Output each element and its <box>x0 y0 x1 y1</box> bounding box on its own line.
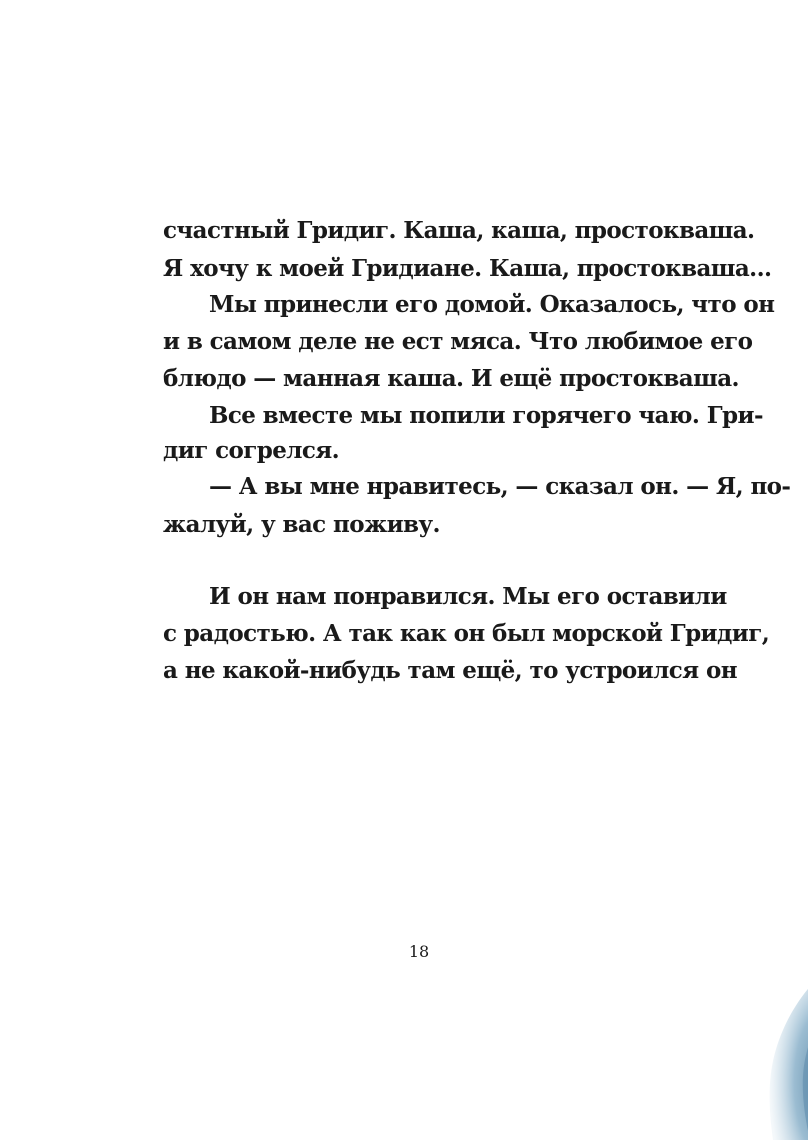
watercolor-illustration <box>728 940 808 1140</box>
text-line: Я хочу к моей Гридиане. Каша, простокваша... <box>163 255 772 282</box>
text-line: а не какой-нибудь там ещё, то устроился он <box>163 657 737 684</box>
text-line: диг согрелся. <box>163 437 340 464</box>
page-number: 18 <box>408 942 430 961</box>
text-line: жалуй, у вас поживу. <box>163 511 440 538</box>
text-line: Мы принесли его домой. Оказалось, что он <box>209 291 775 318</box>
text-line: И он нам понравился. Мы его оставили <box>209 583 727 610</box>
text-line: с радостью. А так как он был морской Гридиг, <box>163 620 770 647</box>
text-line: и в самом деле не ест мяса. Что любимое его <box>163 328 753 355</box>
text-line: — А вы мне нравитесь, — сказал он. — Я, по- <box>209 473 791 500</box>
text-line: Все вместе мы попили горячего чаю. Гри- <box>209 402 763 429</box>
text-line: счастный Гридиг. Каша, каша, простокваша. <box>163 217 755 244</box>
text-line: блюдо — манная каша. И ещё простокваша. <box>163 365 739 392</box>
